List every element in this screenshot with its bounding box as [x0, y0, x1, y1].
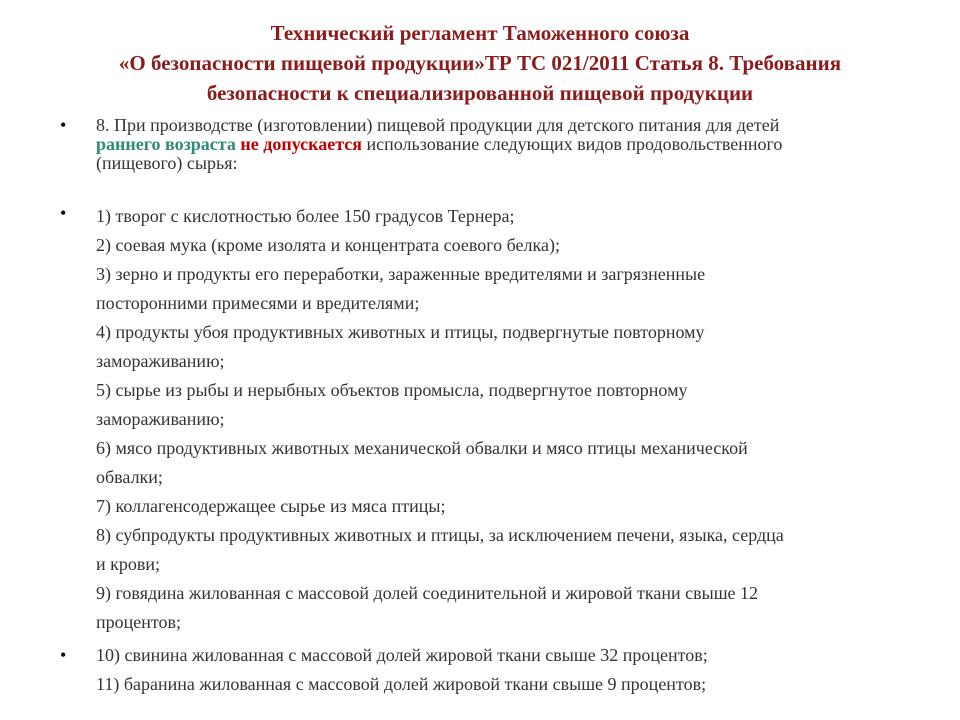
intro-line-2-rest: использование следующих видов продовольственного	[366, 134, 783, 154]
slide-title	[40, 18, 920, 108]
list-item: 1) творог с кислотностью более 150 градусов Тернера;	[96, 206, 515, 226]
title-line-1: Технический регламент Таможенного союза	[270, 21, 690, 45]
list-item: 11) баранина жилованная с массовой долей жировой ткани свыше 9 процентов;	[96, 674, 707, 694]
title-line-2: «О безопасности пищевой продукции»ТР ТС 021/2011 Статья 8. Требования	[118, 51, 842, 75]
list-item: 4) продукты убоя продуктивных животных и птицы, подвергнутые повторному	[96, 322, 705, 342]
list-item: 8) субпродукты продуктивных животных и птицы, за исключением печени, языка, сердца	[96, 525, 784, 545]
intro-line-1: 8. При производстве (изготовлении) пищевой продукции для детского питания для детей	[96, 115, 780, 135]
bullet-icon: •	[60, 203, 67, 223]
list-item: 6) мясо продуктивных животных механической обвалки и мясо птицы механической	[96, 438, 748, 458]
highlight-early-age: раннего возраста	[96, 134, 236, 154]
list-item: замораживанию;	[96, 409, 225, 429]
highlight-not-allowed: не допускается	[240, 134, 363, 154]
list-item: и крови;	[96, 554, 161, 574]
list-item: 7) коллагенсодержащее сырье из мяса птицы;	[96, 496, 446, 516]
bullet-icon: •	[60, 645, 67, 665]
list-item: 9) говядина жилованная с массовой долей соединительной и жировой ткани свыше 12	[96, 583, 759, 603]
list-item: 10) свинина жилованная с массовой долей жировой ткани свыше 32 процентов;	[96, 645, 708, 665]
list-item: процентов;	[96, 612, 182, 632]
list-item: 3) зерно и продукты его переработки, зараженные вредителями и загрязненные	[96, 264, 706, 284]
list-item: замораживанию;	[96, 351, 225, 371]
list-item: 5) сырье из рыбы и нерыбных объектов промысла, подвергнутое повторному	[96, 380, 688, 400]
intro-line-3: (пищевого) сырья:	[96, 153, 238, 173]
title-line-3: безопасности к специализированной пищевой продукции	[206, 81, 754, 105]
intro-line-2	[96, 135, 920, 154]
list-item: посторонними примесями и вредителями;	[96, 293, 420, 313]
list-item: обвалки;	[96, 467, 163, 487]
bullet-icon: •	[60, 115, 67, 135]
list-item: 2) соевая мука (кроме изолята и концентрата соевого белка);	[96, 235, 560, 255]
intro-paragraph	[96, 116, 920, 173]
